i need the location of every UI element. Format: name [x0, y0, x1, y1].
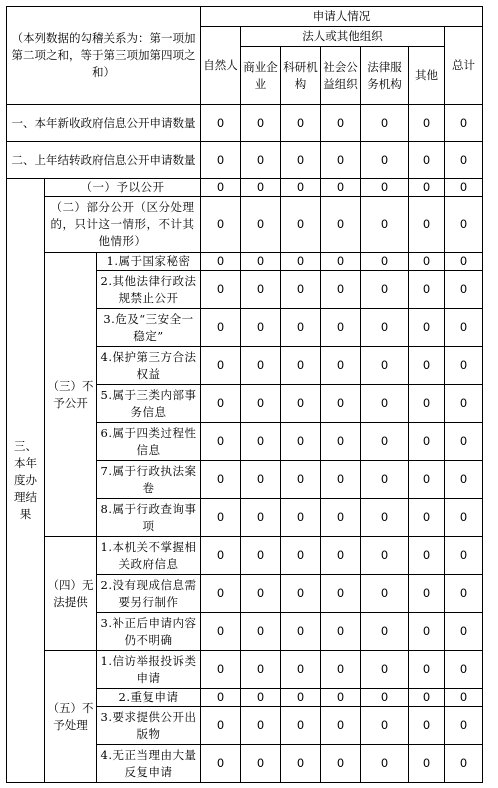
cell-value: 0: [361, 499, 409, 537]
table-row: [7, 537, 483, 575]
cell-value: 0: [409, 347, 445, 385]
row-label: 4.保护第三方合法权益: [97, 347, 201, 385]
table-row: [7, 651, 483, 689]
header-note: （本列数据的勾稽关系为：第一项加第二项之和，等于第三项加第四项之和）: [7, 7, 201, 105]
cell-value: 0: [409, 197, 445, 253]
cell-value: 0: [281, 347, 321, 385]
cell-value: 0: [361, 271, 409, 309]
cell-value: 0: [409, 613, 445, 651]
cell-value: 0: [445, 499, 483, 537]
cell-value: 0: [321, 745, 361, 783]
cell-value: 0: [241, 537, 281, 575]
cell-value: 0: [281, 745, 321, 783]
row-label: 二、上年结转政府信息公开申请数量: [7, 142, 201, 179]
cell-value: 0: [201, 651, 241, 689]
cell-value: 0: [241, 707, 281, 745]
cell-value: 0: [281, 689, 321, 707]
cell-value: 0: [321, 197, 361, 253]
cell-value: 0: [445, 347, 483, 385]
cell-value: 0: [361, 197, 409, 253]
cell-value: 0: [445, 689, 483, 707]
cell-value: 0: [281, 179, 321, 197]
cell-value: 0: [445, 105, 483, 142]
cell-value: 0: [445, 142, 483, 179]
cell-value: 0: [361, 105, 409, 142]
group-label-withheld: （三）不予公开: [45, 253, 97, 537]
cell-value: 0: [445, 271, 483, 309]
cell-value: 0: [201, 537, 241, 575]
table-row: [7, 142, 483, 179]
cell-value: 0: [241, 197, 281, 253]
group-label-unavailable: （四）无法提供: [45, 537, 97, 651]
header-business: 商业企业: [241, 47, 281, 105]
cell-value: 0: [201, 423, 241, 461]
cell-value: 0: [409, 689, 445, 707]
cell-value: 0: [409, 707, 445, 745]
cell-value: 0: [281, 309, 321, 347]
cell-value: 0: [361, 309, 409, 347]
cell-value: 0: [281, 707, 321, 745]
cell-value: 0: [281, 271, 321, 309]
cell-value: 0: [409, 253, 445, 271]
row-label: 3.危及“三安全一稳定”: [97, 309, 201, 347]
row-label: 2.其他法律行政法规禁止公开: [97, 271, 201, 309]
cell-value: 0: [361, 651, 409, 689]
cell-value: 0: [201, 179, 241, 197]
cell-value: 0: [241, 253, 281, 271]
cell-value: 0: [321, 423, 361, 461]
table-row: [7, 179, 483, 197]
cell-value: 0: [241, 105, 281, 142]
cell-value: 0: [321, 253, 361, 271]
cell-value: 0: [445, 745, 483, 783]
cell-value: 0: [409, 309, 445, 347]
cell-value: 0: [409, 499, 445, 537]
category-three-label: 三、本年度办理结果: [7, 179, 45, 783]
cell-value: 0: [445, 461, 483, 499]
cell-value: 0: [281, 499, 321, 537]
cell-value: 0: [201, 142, 241, 179]
cell-value: 0: [241, 499, 281, 537]
row-label: 3.要求提供公开出版物: [97, 707, 201, 745]
cell-value: 0: [409, 385, 445, 423]
cell-value: 0: [201, 271, 241, 309]
cell-value: 0: [241, 461, 281, 499]
row-label: 6.属于四类过程性信息: [97, 423, 201, 461]
cell-value: 0: [409, 105, 445, 142]
cell-value: 0: [201, 499, 241, 537]
cell-value: 0: [409, 461, 445, 499]
header-other: 其他: [409, 47, 445, 105]
row-label: 8.属于行政查询事项: [97, 499, 201, 537]
cell-value: 0: [409, 651, 445, 689]
header-legal-service: 法律服务机构: [361, 47, 409, 105]
cell-value: 0: [445, 197, 483, 253]
cell-value: 0: [201, 197, 241, 253]
row-label: 1.属于国家秘密: [97, 253, 201, 271]
cell-value: 0: [321, 309, 361, 347]
cell-value: 0: [241, 423, 281, 461]
cell-value: 0: [361, 613, 409, 651]
cell-value: 0: [241, 651, 281, 689]
cell-value: 0: [445, 309, 483, 347]
row-label: （二）部分公开（区分处理的，只计这一情形，不计其他情形）: [45, 197, 201, 253]
statistics-table: [6, 6, 483, 783]
cell-value: 0: [409, 537, 445, 575]
cell-value: 0: [201, 347, 241, 385]
header-research: 科研机构: [281, 47, 321, 105]
cell-value: 0: [281, 142, 321, 179]
cell-value: 0: [201, 707, 241, 745]
cell-value: 0: [361, 745, 409, 783]
row-label: （一）予以公开: [45, 179, 201, 197]
cell-value: 0: [201, 105, 241, 142]
header-natural-person: 自然人: [201, 27, 241, 105]
cell-value: 0: [321, 385, 361, 423]
cell-value: 0: [281, 385, 321, 423]
cell-value: 0: [409, 423, 445, 461]
cell-value: 0: [321, 537, 361, 575]
cell-value: 0: [361, 142, 409, 179]
cell-value: 0: [321, 142, 361, 179]
cell-value: 0: [281, 537, 321, 575]
cell-value: 0: [201, 253, 241, 271]
cell-value: 0: [281, 575, 321, 613]
row-label: 1.本机关不掌握相关政府信息: [97, 537, 201, 575]
row-label: 1.信访举报投诉类申请: [97, 651, 201, 689]
cell-value: 0: [445, 179, 483, 197]
cell-value: 0: [241, 689, 281, 707]
cell-value: 0: [241, 179, 281, 197]
cell-value: 0: [445, 537, 483, 575]
cell-value: 0: [361, 537, 409, 575]
cell-value: 0: [201, 461, 241, 499]
cell-value: 0: [445, 651, 483, 689]
cell-value: 0: [361, 179, 409, 197]
table-row: [7, 105, 483, 142]
cell-value: 0: [321, 689, 361, 707]
cell-value: 0: [281, 613, 321, 651]
header-applicant: 申请人情况: [201, 7, 483, 27]
cell-value: 0: [361, 347, 409, 385]
cell-value: 0: [321, 707, 361, 745]
cell-value: 0: [241, 309, 281, 347]
cell-value: 0: [321, 499, 361, 537]
cell-value: 0: [321, 179, 361, 197]
cell-value: 0: [201, 309, 241, 347]
cell-value: 0: [201, 745, 241, 783]
cell-value: 0: [281, 461, 321, 499]
cell-value: 0: [241, 271, 281, 309]
cell-value: 0: [281, 253, 321, 271]
cell-value: 0: [241, 142, 281, 179]
group-label-not-processed: （五）不予处理: [45, 651, 97, 783]
cell-value: 0: [445, 423, 483, 461]
table-row: [7, 253, 483, 271]
row-label: 一、本年新收政府信息公开申请数量: [7, 105, 201, 142]
cell-value: 0: [201, 575, 241, 613]
cell-value: 0: [281, 651, 321, 689]
cell-value: 0: [241, 575, 281, 613]
cell-value: 0: [241, 613, 281, 651]
cell-value: 0: [321, 105, 361, 142]
cell-value: 0: [409, 745, 445, 783]
cell-value: 0: [241, 385, 281, 423]
cell-value: 0: [321, 651, 361, 689]
row-label: 2.重复申请: [97, 689, 201, 707]
cell-value: 0: [361, 385, 409, 423]
cell-value: 0: [409, 271, 445, 309]
cell-value: 0: [361, 461, 409, 499]
cell-value: 0: [281, 423, 321, 461]
header-public-welfare: 社会公益组织: [321, 47, 361, 105]
table-row: [7, 197, 483, 253]
cell-value: 0: [409, 179, 445, 197]
cell-value: 0: [445, 707, 483, 745]
cell-value: 0: [201, 689, 241, 707]
cell-value: 0: [445, 385, 483, 423]
cell-value: 0: [321, 575, 361, 613]
cell-value: 0: [321, 347, 361, 385]
row-label: 2.没有现成信息需要另行制作: [97, 575, 201, 613]
header-total: 总计: [445, 27, 483, 105]
cell-value: 0: [361, 575, 409, 613]
row-label: 3.补正后申请内容仍不明确: [97, 613, 201, 651]
cell-value: 0: [321, 613, 361, 651]
row-label: 7.属于行政执法案卷: [97, 461, 201, 499]
cell-value: 0: [281, 197, 321, 253]
cell-value: 0: [445, 613, 483, 651]
cell-value: 0: [409, 142, 445, 179]
cell-value: 0: [201, 385, 241, 423]
cell-value: 0: [321, 461, 361, 499]
cell-value: 0: [361, 423, 409, 461]
header-legal-or-org: 法人或其他组织: [241, 27, 445, 47]
cell-value: 0: [361, 253, 409, 271]
cell-value: 0: [445, 575, 483, 613]
cell-value: 0: [281, 105, 321, 142]
row-label: 5.属于三类内部事务信息: [97, 385, 201, 423]
cell-value: 0: [241, 347, 281, 385]
cell-value: 0: [409, 575, 445, 613]
cell-value: 0: [361, 707, 409, 745]
cell-value: 0: [241, 745, 281, 783]
cell-value: 0: [445, 253, 483, 271]
row-label: 4.无正当理由大量反复申请: [97, 745, 201, 783]
cell-value: 0: [361, 689, 409, 707]
cell-value: 0: [321, 271, 361, 309]
cell-value: 0: [201, 613, 241, 651]
